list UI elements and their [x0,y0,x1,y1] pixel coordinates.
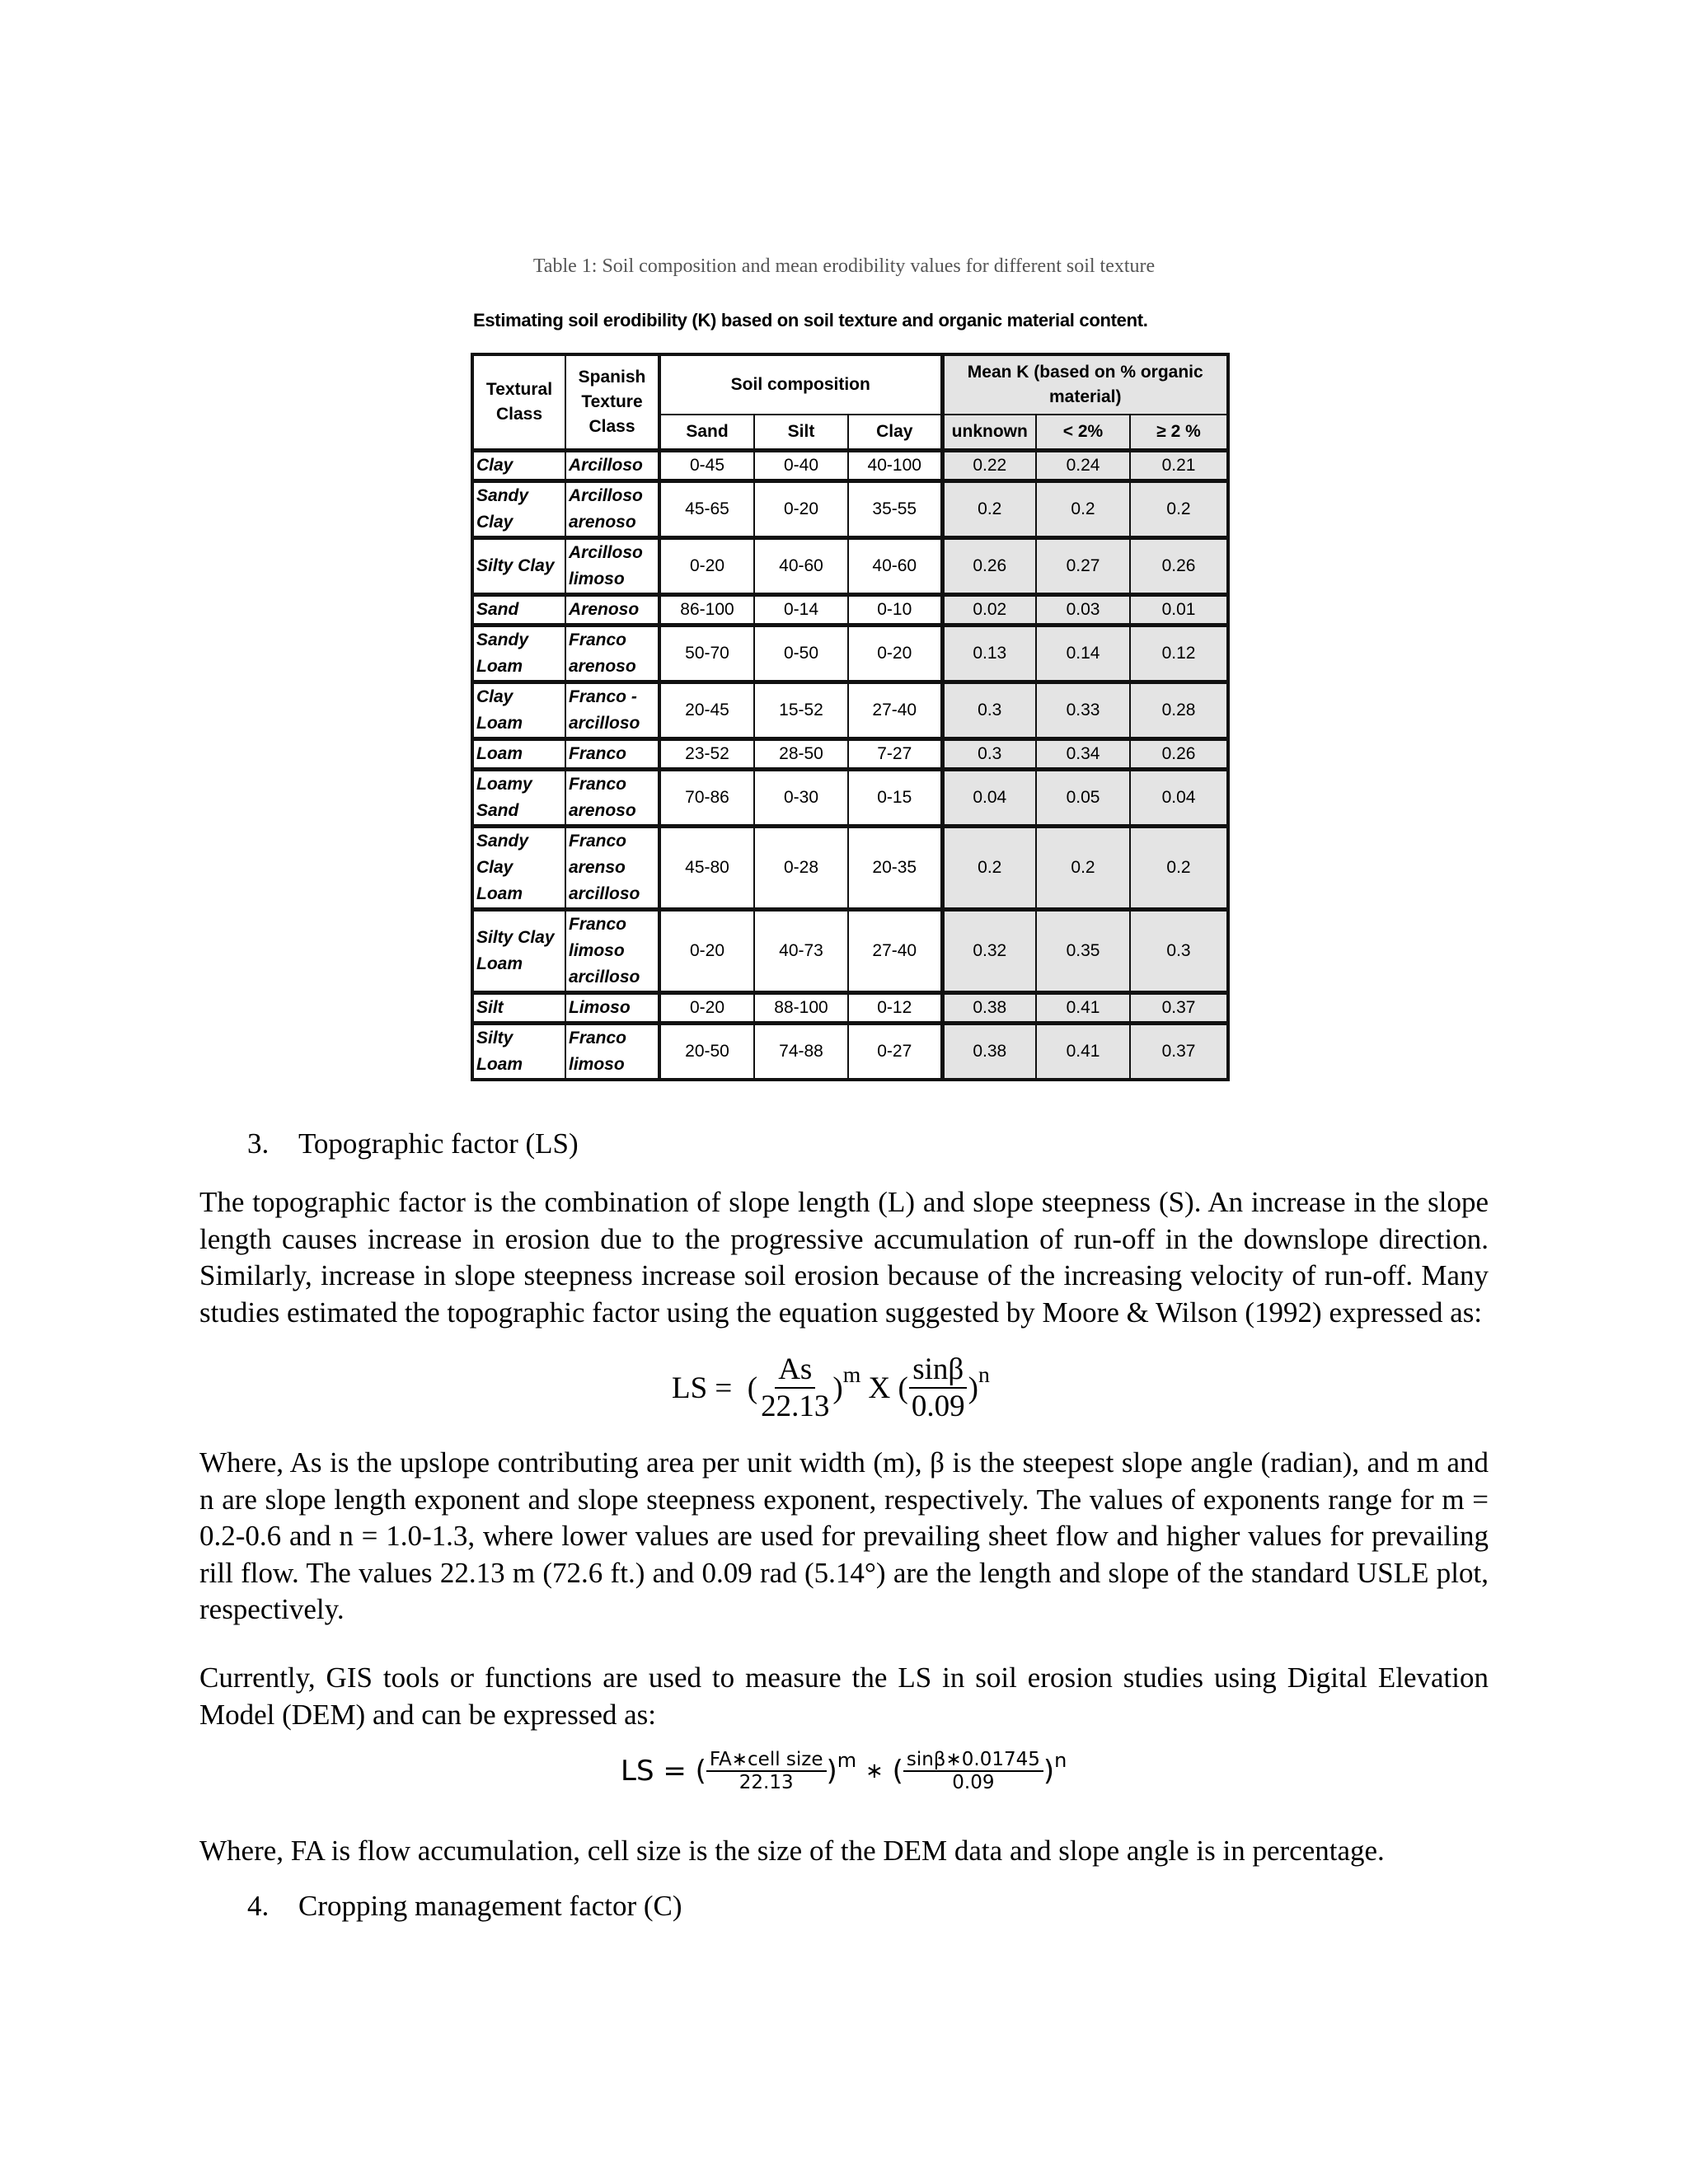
cell-cls: Sandy Clay Loam [472,827,565,910]
soil-table-body [472,451,1228,1080]
cell-ge2: 0.04 [1130,770,1228,827]
header-lt2: < 2% [1036,415,1130,451]
cell-clay: 0-27 [848,1024,942,1080]
table-row [472,827,1228,910]
cell-ge2: 0.26 [1130,739,1228,770]
cell-unk: 0.13 [942,626,1036,682]
cell-silt: 0-20 [754,481,848,538]
eq2-exponent-n: n [1054,1748,1067,1772]
eq1-lhs: LS = [672,1371,733,1405]
cell-sand: 20-50 [659,1024,754,1080]
cell-silt: 0-14 [754,595,848,626]
cell-unk: 0.3 [942,739,1036,770]
section-3-title: Topographic factor (LS) [298,1127,579,1160]
eq2-numerator-1: FA∗cell size [706,1749,827,1772]
eq1-exponent-m: m [842,1361,861,1388]
header-silt: Silt [754,415,848,451]
cell-sand: 45-80 [659,827,754,910]
cell-unk: 0.38 [942,1024,1036,1080]
table-row [472,451,1228,481]
cell-sp: Arcilloso arenoso [565,481,659,538]
cell-silt: 28-50 [754,739,848,770]
cell-ge2: 0.2 [1130,827,1228,910]
cell-silt: 88-100 [754,993,848,1024]
cell-sp: Franco arenso arcilloso [565,827,659,910]
cell-unk: 0.22 [942,451,1036,481]
cell-silt: 40-73 [754,910,848,993]
section-4-title: Cropping management factor (C) [298,1890,682,1922]
cell-unk: 0.3 [942,682,1036,739]
cell-cls: Clay Loam [472,682,565,739]
paragraph-exponents: Where, As is the upslope contributing area per unit width (m), β is the steepest slope angle (radian), and m and n are slope length exponent and slope steepness exponent, respectively. The values of exponents range for m = 0.2-0.6 and n = 1.0-1.3, where lower values are used for prevailing sheet flow and higher values for prevailing rill flow. The values 22.13 m (72.6 ft.) and 0.09 rad (5.14°) are the length and slope of the standard USLE plot, respectively. [199,1446,1489,1625]
equation-ls-gis: LS = ( $\frac{\text{FA∗cell size}}{22.13}$ ) $^m$ ∗ ( $\frac{\sin\beta∗0.01745}{0.09}$ ) $^n$ [621,1748,1067,1793]
cell-silt: 0-28 [754,827,848,910]
cell-cls: Silty Loam [472,1024,565,1080]
cell-lt2: 0.03 [1036,595,1130,626]
cell-ge2: 0.2 [1130,481,1228,538]
cell-sand: 0-20 [659,910,754,993]
cell-lt2: 0.14 [1036,626,1130,682]
cell-unk: 0.38 [942,993,1036,1024]
header-textural-class: Textural Class [472,354,565,451]
cell-ge2: 0.01 [1130,595,1228,626]
eq2-exponent-m: m [837,1748,857,1772]
cell-cls: Silt [472,993,565,1024]
table-caption: Table 1: Soil composition and mean erodibility values for different soil texture [532,255,1156,277]
cell-clay: 27-40 [848,910,942,993]
cell-sand: 50-70 [659,626,754,682]
eq2-times: ∗ [865,1759,884,1783]
table-row [472,626,1228,682]
cell-unk: 0.04 [942,770,1036,827]
cell-lt2: 0.34 [1036,739,1130,770]
cell-silt: 74-88 [754,1024,848,1080]
eq2-denominator-1: 22.13 [738,1772,794,1793]
eq1-times: X [868,1371,891,1405]
cell-clay: 0-12 [848,993,942,1024]
table-row [472,993,1228,1024]
cell-lt2: 0.35 [1036,910,1130,993]
cell-clay: 0-15 [848,770,942,827]
cell-cls: Silty Clay [472,538,565,595]
paragraph-gis: Currently, GIS tools or functions are used to measure the LS in soil erosion studies using Digital Elevation Model (DEM) and can be expressed as: [199,1661,1489,1731]
cell-unk: 0.02 [942,595,1036,626]
cell-unk: 0.32 [942,910,1036,993]
cell-lt2: 0.2 [1036,481,1130,538]
cell-sp: Arcilloso [565,451,659,481]
cell-silt: 0-40 [754,451,848,481]
cell-clay: 40-100 [848,451,942,481]
header-ge2: ≥ 2 % [1130,415,1228,451]
cell-sp: Franco limoso [565,1024,659,1080]
cell-sp: Arcilloso limoso [565,538,659,595]
table-row [472,682,1228,739]
cell-cls: Loam [472,739,565,770]
cell-clay: 0-10 [848,595,942,626]
cell-ge2: 0.37 [1130,1024,1228,1080]
cell-sp: Franco arenoso [565,626,659,682]
cell-cls: Sand [472,595,565,626]
cell-unk: 0.26 [942,538,1036,595]
cell-ge2: 0.12 [1130,626,1228,682]
cell-lt2: 0.41 [1036,1024,1130,1080]
cell-sand: 45-65 [659,481,754,538]
cell-sp: Franco - arcilloso [565,682,659,739]
eq2-denominator-2: 0.09 [952,1772,995,1793]
cell-cls: Silty Clay Loam [472,910,565,993]
table-row [472,770,1228,827]
cell-clay: 40-60 [848,538,942,595]
eq1-denominator-1: 22.13 [761,1390,830,1423]
cell-sand: 86-100 [659,595,754,626]
cell-silt: 15-52 [754,682,848,739]
cell-sp: Franco [565,739,659,770]
section-3-number: 3. [247,1127,270,1160]
section-3-heading [247,1127,579,1160]
eq1-numerator-2: sinβ [909,1352,967,1389]
cell-sand: 0-45 [659,451,754,481]
cell-clay: 27-40 [848,682,942,739]
cell-sp: Franco arenoso [565,770,659,827]
cell-cls: Sandy Clay [472,481,565,538]
cell-ge2: 0.3 [1130,910,1228,993]
cell-clay: 0-20 [848,626,942,682]
cell-sand: 70-86 [659,770,754,827]
cell-silt: 0-30 [754,770,848,827]
header-spanish-class: Spanish Texture Class [565,354,659,451]
cell-lt2: 0.33 [1036,682,1130,739]
cell-lt2: 0.24 [1036,451,1130,481]
cell-sp: Franco limoso arcilloso [565,910,659,993]
cell-ge2: 0.21 [1130,451,1228,481]
eq1-numerator-1: As [775,1352,815,1389]
cell-lt2: 0.41 [1036,993,1130,1024]
table-row [472,1024,1228,1080]
cell-sp: Arenoso [565,595,659,626]
cell-sand: 0-20 [659,993,754,1024]
cell-lt2: 0.27 [1036,538,1130,595]
header-soil-composition: Soil composition [659,354,942,415]
paragraph-topographic-intro: The topographic factor is the combination of slope length (L) and slope steepness (S). An increase in the slope length causes increase in erosion due to the progressive accumulation of run-off in the downslope direction. Similarly, increase in slope steepness increase soil erosion because of the increasing velocity of run-off. Many studies estimated the topographic factor using the equation suggested by Moore & Wilson (1992) expressed as: [199,1186,1489,1329]
cell-clay: 7-27 [848,739,942,770]
cell-sand: 0-20 [659,538,754,595]
header-sand: Sand [659,415,754,451]
cell-lt2: 0.05 [1036,770,1130,827]
header-unknown: unknown [942,415,1036,451]
cell-clay: 35-55 [848,481,942,538]
cell-cls: Sandy Loam [472,626,565,682]
eq2-lhs: LS = [621,1755,687,1788]
cell-cls: Loamy Sand [472,770,565,827]
section-4-heading [247,1890,682,1923]
cell-sand: 20-45 [659,682,754,739]
table-row [472,595,1228,626]
eq2-numerator-2: sinβ∗0.01745 [903,1749,1043,1772]
cell-clay: 20-35 [848,827,942,910]
paragraph-fa-definition: Where, FA is flow accumulation, cell size is the size of the DEM data and slope angle is in percentage. [199,1835,1385,1867]
table-title: Estimating soil erodibility (K) based on soil texture and organic material content. [473,310,1148,330]
table-row [472,739,1228,770]
equation-ls-moore-wilson: LS = ( $\frac{As}{22.13}$ ) $^m$ X ( $\frac{\sin\beta}{0.09}$ ) $^n$ [672,1352,990,1423]
cell-sp: Limoso [565,993,659,1024]
cell-unk: 0.2 [942,827,1036,910]
cell-ge2: 0.26 [1130,538,1228,595]
header-mean-k: Mean K (based on % organic material) [942,354,1228,415]
cell-silt: 40-60 [754,538,848,595]
section-4-number: 4. [247,1890,270,1922]
cell-cls: Clay [472,451,565,481]
eq1-denominator-2: 0.09 [911,1390,965,1423]
soil-erodibility-table [471,353,1230,1081]
cell-ge2: 0.37 [1130,993,1228,1024]
cell-lt2: 0.2 [1036,827,1130,910]
cell-unk: 0.2 [942,481,1036,538]
table-row [472,481,1228,538]
cell-sand: 23-52 [659,739,754,770]
cell-ge2: 0.28 [1130,682,1228,739]
header-clay: Clay [848,415,942,451]
table-row [472,910,1228,993]
eq1-exponent-n: n [978,1361,990,1388]
table-row [472,538,1228,595]
cell-silt: 0-50 [754,626,848,682]
